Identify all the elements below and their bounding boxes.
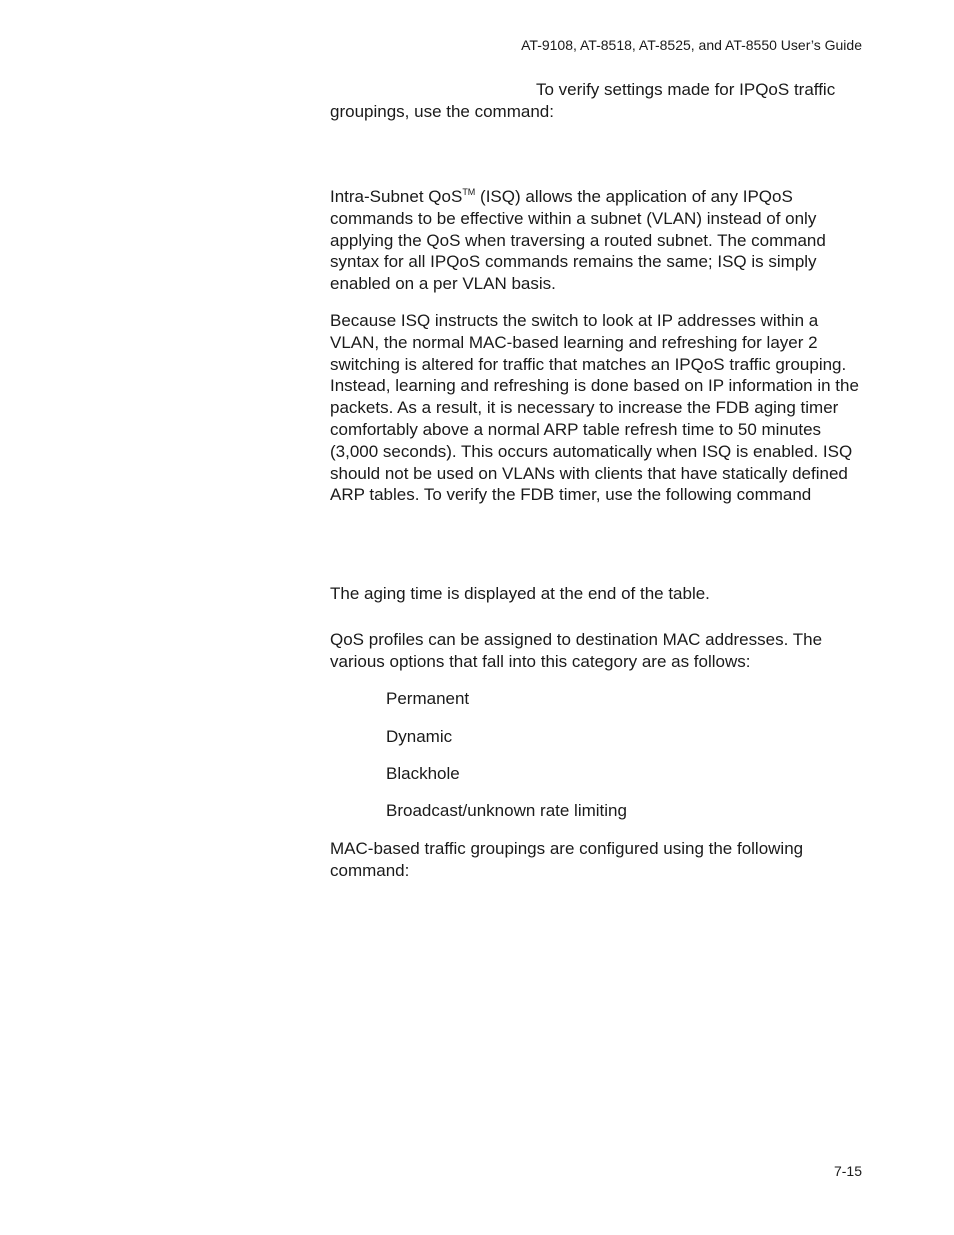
option-permanent: Permanent [386, 689, 470, 708]
mac-groupings-paragraph: MAC-based traffic groupings are configured using the following command: [330, 839, 804, 880]
page-number: 7-15 [833, 1163, 862, 1179]
isq-intro-paragraph [330, 186, 862, 295]
verify-settings-paragraph: To verify settings made for IPQoS traffic groupings, use the command: [330, 80, 836, 121]
aging-time-paragraph: The aging time is displayed at the end of the table. [330, 584, 710, 603]
running-header: AT-9108, AT-8518, AT-8525, and AT-8550 User’s Guide [521, 37, 862, 53]
isq-intro-rest: (ISQ) allows the application of any IPQoS commands to be effective within a subnet (VLAN) instead of only applying the QoS when traversing a routed subnet. The command syntax for all IPQoS commands remains the same; ISQ is simply enabled on a per VLAN basis. [330, 187, 826, 294]
qos-profiles-paragraph: QoS profiles can be assigned to destination MAC addresses. The various options that fall into this category are as follows: [330, 630, 823, 671]
option-dynamic: Dynamic [386, 727, 453, 746]
isq-intro-start: Intra-Subnet QoS [330, 187, 463, 206]
option-blackhole: Blackhole [386, 764, 460, 783]
trademark-mark: TM [462, 187, 476, 197]
isq-fdb-paragraph: Because ISQ instructs the switch to look at IP addresses within a VLAN, the normal MAC-based learning and refreshing for layer 2 switching is altered for traffic that matches an IPQoS traffic grouping. Instead, learning and refreshing is done based on IP information in the packets. As a result, it is necessary to increase the FDB aging timer comfortably above a normal ARP table refresh time to 50 minutes (3,000 seconds). This occurs automatically when ISQ is enabled. ISQ should not be used on VLANs with clients that have statically defined ARP tables. To verify the FDB timer, use the following command [330, 311, 859, 505]
option-broadcast-rate-limiting: Broadcast/unknown rate limiting [386, 801, 627, 820]
